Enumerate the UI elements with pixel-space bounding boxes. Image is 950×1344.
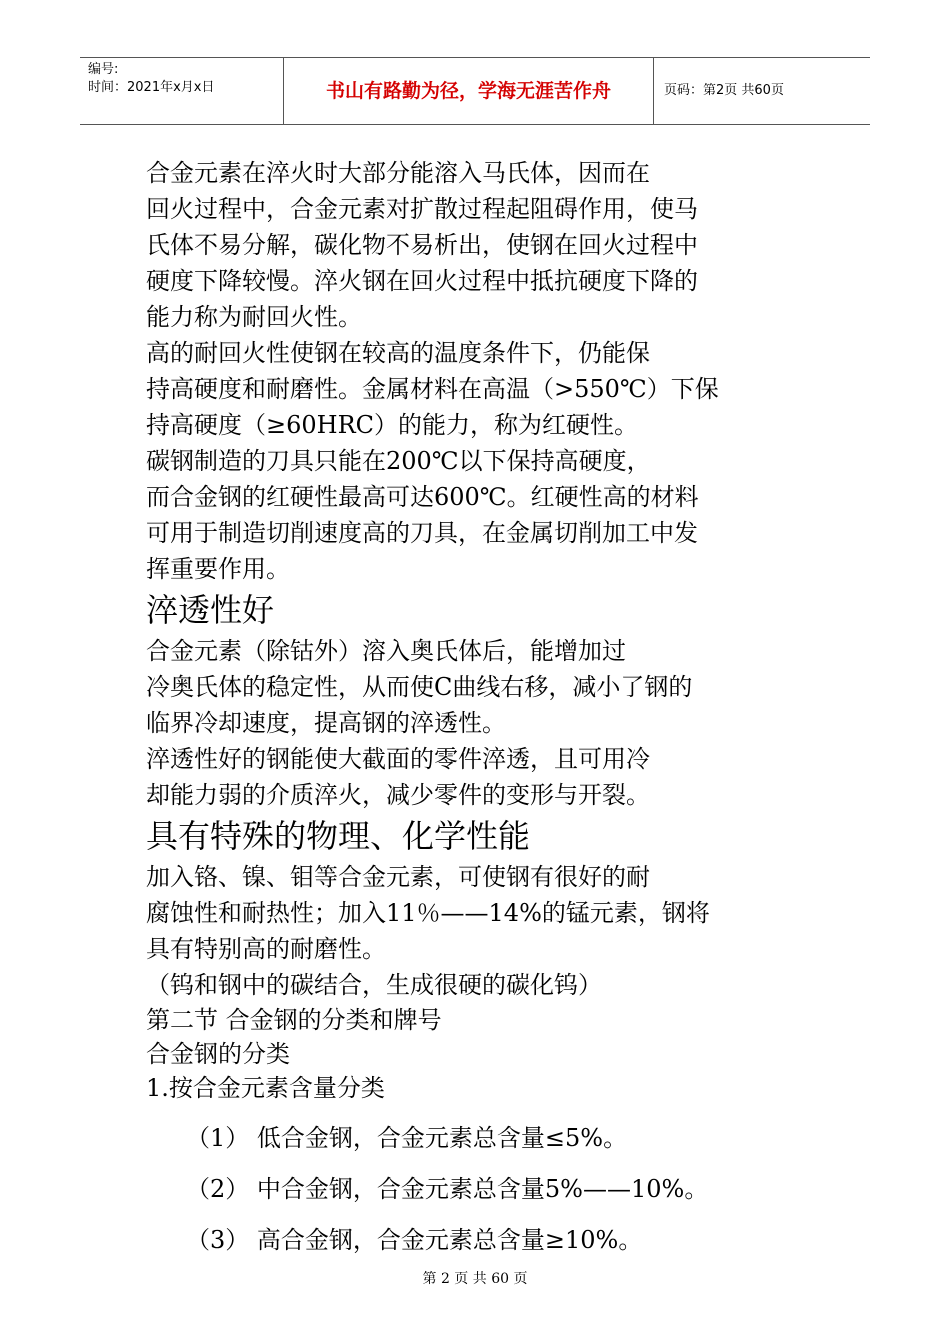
paragraph-red-hardness bbox=[146, 335, 811, 443]
header-divider-right bbox=[653, 58, 654, 124]
text-line: （钨和钢中的碳结合，生成很硬的碳化钨） bbox=[146, 971, 602, 999]
text-line: 持高硬度（≥60HRC）的能力，称为红硬性。 bbox=[146, 411, 639, 439]
text-line: 硬度下降较慢。淬火钢在回火过程中抵抗硬度下降的 bbox=[146, 267, 698, 295]
paragraph-cutting-tools bbox=[146, 443, 811, 587]
paragraph-quenching bbox=[146, 741, 811, 813]
text-line: 腐蚀性和耐热性；加入11％——14%的锰元素，钢将 bbox=[146, 899, 710, 927]
text-line: 氏体不易分解，碳化物不易析出，使钢在回火过程中 bbox=[146, 231, 698, 259]
heading-hardenability: 淬透性好 bbox=[146, 591, 275, 629]
text-line: 合金元素（除钴外）溶入奥氏体后，能增加过 bbox=[146, 637, 626, 665]
text-line: 挥重要作用。 bbox=[146, 555, 290, 583]
header-page-info: 页码：第2页 共60页 bbox=[664, 83, 784, 98]
text-line: 碳钢制造的刀具只能在200℃以下保持高硬度， bbox=[146, 447, 651, 475]
heading-special-properties: 具有特殊的物理、化学性能 bbox=[146, 817, 531, 855]
text-line: 持高硬度和耐磨性。金属材料在高温（>550℃）下保 bbox=[146, 375, 719, 403]
text-line: 却能力弱的介质淬火，减少零件的变形与开裂。 bbox=[146, 781, 650, 809]
text-line: 具有特别高的耐磨性。 bbox=[146, 935, 386, 963]
text-line: 冷奥氏体的稳定性，从而使C曲线右移，减小了钢的 bbox=[146, 673, 693, 701]
text-line: 能力称为耐回火性。 bbox=[146, 303, 362, 331]
list-item: （2） 中合金钢，合金元素总含量5%——10%。 bbox=[186, 1175, 709, 1203]
text-line: 加入铬、镍、钼等合金元素，可使钢有很好的耐 bbox=[146, 863, 650, 891]
text-line: 合金元素在淬火时大部分能溶入马氏体，因而在 bbox=[146, 159, 650, 187]
document-time-label: 时间：2021年x月x日 bbox=[88, 80, 215, 95]
text-line: 高的耐回火性使钢在较高的温度条件下，仍能保 bbox=[146, 339, 650, 367]
header-motto: 书山有路勤为径，学海无涯苦作舟 bbox=[325, 80, 611, 102]
text-line: 临界冷却速度，提高钢的淬透性。 bbox=[146, 709, 506, 737]
document-number-label: 编号: bbox=[88, 62, 119, 77]
text-line: 回火过程中，合金元素对扩散过程起阻碍作用，使马 bbox=[146, 195, 698, 223]
paragraph-tempering-resistance bbox=[146, 155, 811, 335]
section-title: 第二节 合金钢的分类和牌号 bbox=[146, 1006, 442, 1034]
text-line: 淬透性好的钢能使大截面的零件淬透，且可用冷 bbox=[146, 745, 650, 773]
paragraph-tungsten-note bbox=[146, 967, 811, 1003]
page-header bbox=[80, 57, 870, 125]
subsection-title: 合金钢的分类 bbox=[146, 1040, 290, 1068]
paragraph-austenite bbox=[146, 633, 811, 741]
list-item: （1） 低合金钢，合金元素总含量≤5%。 bbox=[186, 1124, 628, 1152]
page-footer: 第 2 页 共 60 页 bbox=[422, 1271, 528, 1287]
header-meta bbox=[88, 61, 214, 97]
text-line: 可用于制造切削速度高的刀具，在金属切削加工中发 bbox=[146, 519, 698, 547]
paragraph-alloy-elements bbox=[146, 859, 811, 967]
list-title: 1.按合金元素含量分类 bbox=[146, 1074, 385, 1102]
list-item: （3） 高合金钢，合金元素总含量≥10%。 bbox=[186, 1226, 643, 1254]
document-body bbox=[146, 155, 811, 1266]
text-line: 而合金钢的红硬性最高可达600℃。红硬性高的材料 bbox=[146, 483, 699, 511]
